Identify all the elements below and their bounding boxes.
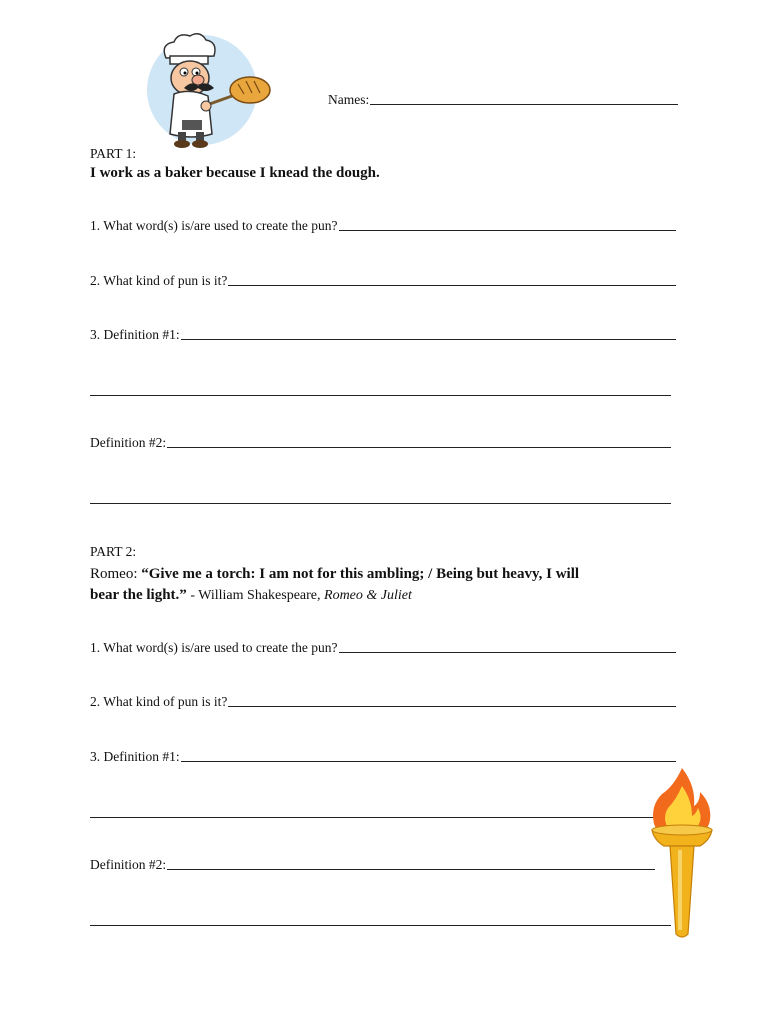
part1-question-1-label: 1. What word(s) is/are used to create the pun? [90, 218, 338, 233]
answer-line[interactable] [181, 339, 676, 340]
names-line[interactable] [370, 104, 678, 105]
part2-question-1[interactable] [90, 640, 676, 656]
answer-line[interactable] [167, 869, 655, 870]
part2-question-2-label: 2. What kind of pun is it? [90, 694, 228, 709]
part1-question-1[interactable] [90, 218, 676, 234]
part1-sentence: I work as a baker because I knead the dough. [90, 165, 380, 181]
part2-question-1-label: 1. What word(s) is/are used to create the pun? [90, 640, 338, 655]
names-field[interactable] [328, 92, 678, 108]
answer-line[interactable] [339, 652, 676, 653]
quote-line-1: “Give me a torch: I am not for this ambling; / Being but heavy, I will [141, 566, 580, 582]
part1-definition-2-line-2[interactable] [90, 503, 671, 504]
baker-chef-icon [140, 28, 280, 153]
part2-definition-1[interactable] [90, 749, 676, 765]
part1-definition-2[interactable] [90, 435, 671, 451]
part2-quote [90, 564, 690, 606]
answer-line[interactable] [181, 761, 676, 762]
part1-heading: PART 1: [90, 146, 137, 161]
part2-question-2[interactable] [90, 694, 676, 710]
answer-line[interactable] [228, 285, 676, 286]
quote-work-title: Romeo & Juliet [324, 588, 412, 603]
part1-definition-1-label: 3. Definition #1: [90, 327, 180, 342]
part1-question-2-label: 2. What kind of pun is it? [90, 273, 228, 288]
part2-definition-2-label: Definition #2: [90, 857, 167, 872]
part1-definition-2-label: Definition #2: [90, 435, 167, 450]
part1-question-2[interactable] [90, 273, 676, 289]
part2-definition-2[interactable] [90, 857, 655, 873]
part1-definition-1[interactable] [90, 327, 676, 343]
quote-line-2: bear the light.” [90, 587, 187, 603]
part1-definition-1-line-2[interactable] [90, 395, 671, 396]
part2-definition-1-line-2[interactable] [90, 817, 655, 818]
part2-definition-2-line-2[interactable] [90, 925, 671, 926]
answer-line[interactable] [167, 447, 671, 448]
quote-attribution: - William Shakespeare, [186, 588, 325, 603]
answer-line[interactable] [228, 706, 676, 707]
part2-heading: PART 2: [90, 544, 137, 559]
names-label: Names: [328, 92, 370, 107]
torch-icon [644, 764, 720, 944]
part2-definition-1-label: 3. Definition #1: [90, 749, 180, 764]
answer-line[interactable] [339, 230, 676, 231]
quote-speaker: Romeo: [90, 566, 142, 582]
